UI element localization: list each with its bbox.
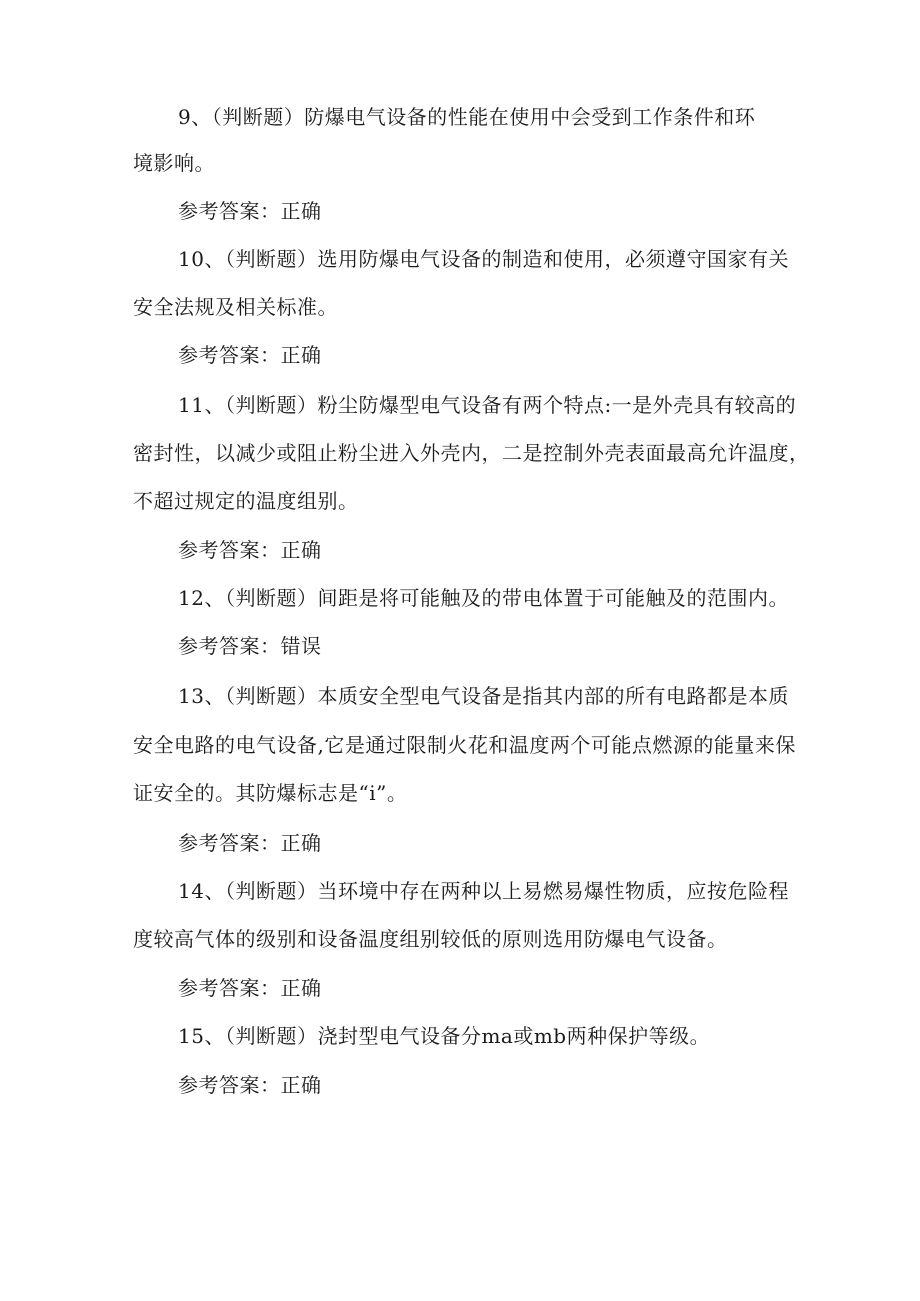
question-14-line-2: 度较高气体的级别和设备温度组别较低的原则选用防爆电气设备。 xyxy=(133,927,728,951)
question-13-line-3: 证安全的。其防爆标志是“i”。 xyxy=(133,781,408,805)
question-11-line-1: 11、（判断题）粉尘防爆型电气设备有两个特点:一是外壳具有较高的 xyxy=(178,393,797,417)
answer-9: 参考答案：正确 xyxy=(178,199,322,223)
question-10-line-1: 10、（判断题）选用防爆电气设备的制造和使用，必须遵守国家有关 xyxy=(178,247,789,271)
question-15-line-1: 15、（判断题）浇封型电气设备分ma或mb两种保护等级。 xyxy=(178,1024,711,1048)
question-9-line-1: 9、（判断题）防爆电气设备的性能在使用中会受到工作条件和环 xyxy=(178,105,756,129)
answer-12: 参考答案：错误 xyxy=(178,634,322,658)
answer-13: 参考答案：正确 xyxy=(178,831,322,855)
question-11-line-2: 密封性，以减少或阻止粉尘进入外壳内，二是控制外壳表面最高允许温度， xyxy=(133,441,810,465)
answer-14: 参考答案：正确 xyxy=(178,976,322,1000)
question-11-line-3: 不超过规定的温度组别。 xyxy=(133,489,359,513)
answer-10: 参考答案：正确 xyxy=(178,343,322,367)
question-9-line-2: 境影响。 xyxy=(133,151,215,175)
question-10-line-2: 安全法规及相关标准。 xyxy=(133,295,338,319)
question-13-line-2: 安全电路的电气设备,它是通过限制火花和温度两个可能点燃源的能量来保 xyxy=(133,733,796,757)
answer-15: 参考答案：正确 xyxy=(178,1073,322,1097)
answer-11: 参考答案：正确 xyxy=(178,538,322,562)
question-14-line-1: 14、（判断题）当环境中存在两种以上易燃易爆性物质，应按危险程 xyxy=(178,879,789,903)
question-13-line-1: 13、（判断题）本质安全型电气设备是指其内部的所有电路都是本质 xyxy=(178,684,789,708)
question-12-line-1: 12、（判断题）间距是将可能触及的带电体置于可能触及的范围内。 xyxy=(178,586,789,610)
